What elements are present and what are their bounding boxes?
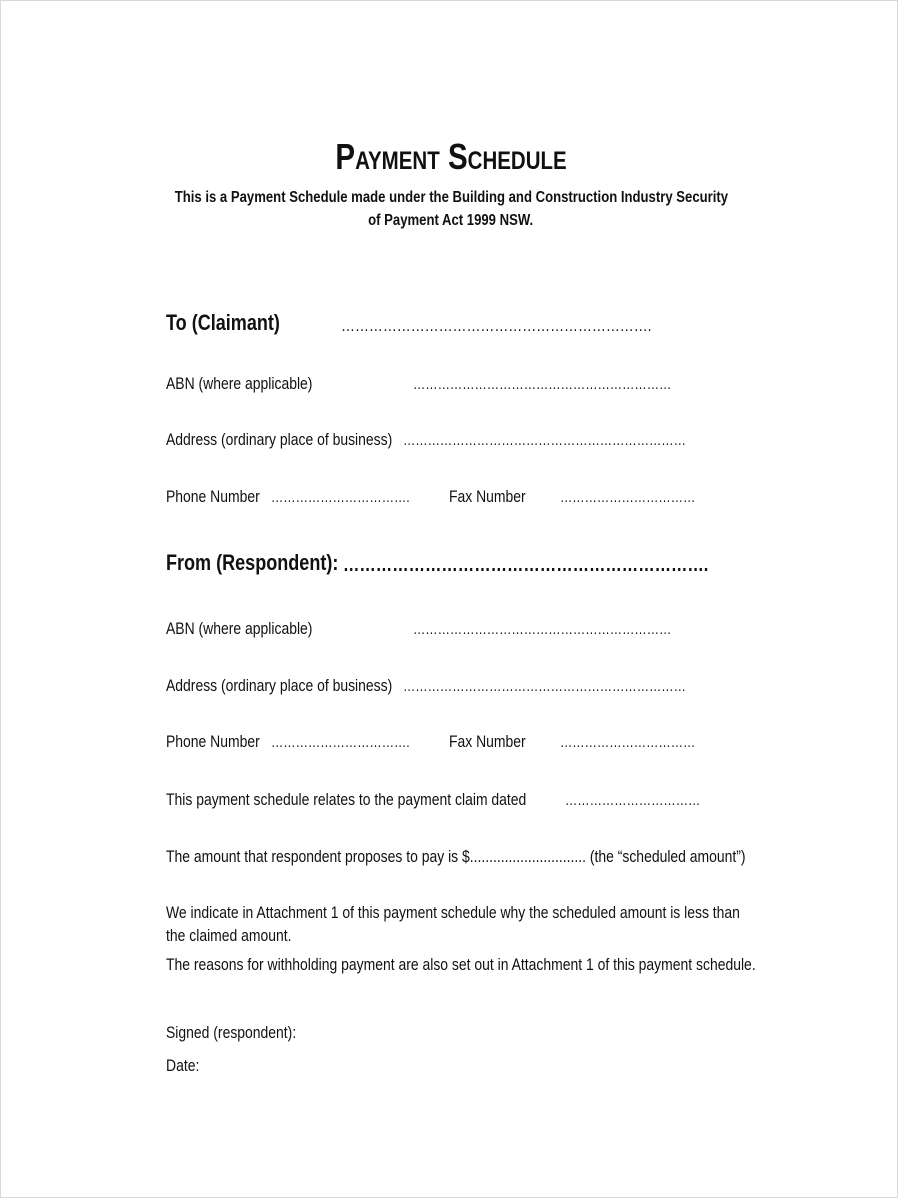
respondent-address-label: Address (ordinary place of business) <box>166 676 393 695</box>
claimant-phone-field[interactable]: ……………………………. <box>271 489 410 506</box>
claimant-heading: To (Claimant) <box>166 310 280 335</box>
attachment-line-2: the claimed amount. <box>166 926 292 945</box>
respondent-phone-label: Phone Number <box>166 732 260 751</box>
document-title-text: Payment Schedule <box>335 136 567 177</box>
claim-dated-field[interactable]: …………………………… <box>565 792 701 809</box>
claimant-abn-field[interactable]: ……………………………………………………… <box>413 376 672 393</box>
claimant-abn-label: ABN (where applicable) <box>166 374 313 393</box>
claim-dated-label: This payment schedule relates to the payment claim dated <box>166 790 527 809</box>
respondent-heading: From (Respondent): <box>166 550 339 575</box>
respondent-abn-field[interactable]: ……………………………………………………… <box>413 621 672 638</box>
claimant-fax-field[interactable]: …………………………… <box>560 489 696 506</box>
claimant-address-field[interactable]: …………………………………………………………… <box>403 432 686 449</box>
document-subtitle-line1 <box>1 190 900 206</box>
claimant-address-label: Address (ordinary place of business) <box>166 430 393 449</box>
claimant-phone-label: Phone Number <box>166 487 260 506</box>
respondent-phone-field[interactable]: ……………………………. <box>271 734 410 751</box>
document-title <box>1 136 900 177</box>
attachment-line-3: The reasons for withholding payment are also set out in Attachment 1 of this payment schedule. <box>166 955 756 974</box>
subtitle-text-1: This is a Payment Schedule made under the Building and Construction Industry Security <box>174 189 728 206</box>
attachment-line-1: We indicate in Attachment 1 of this payment schedule why the scheduled amount is less than <box>166 903 740 922</box>
respondent-name-field[interactable]: …………………………………………………………. <box>343 554 709 576</box>
scheduled-amount-text: The amount that respondent proposes to pay is $.............................. (the “scheduled amount”) <box>166 847 746 866</box>
signed-label: Signed (respondent): <box>166 1023 297 1042</box>
respondent-fax-field[interactable]: …………………………… <box>560 734 696 751</box>
respondent-fax-label: Fax Number <box>449 732 526 751</box>
respondent-address-field[interactable]: …………………………………………………………… <box>403 678 686 695</box>
subtitle-text-2: of Payment Act 1999 NSW. <box>368 212 534 229</box>
claimant-fax-label: Fax Number <box>449 487 526 506</box>
claimant-name-field[interactable]: …………………………………………………………. <box>341 316 652 335</box>
date-label: Date: <box>166 1056 200 1075</box>
respondent-abn-label: ABN (where applicable) <box>166 619 313 638</box>
document-subtitle-line2 <box>1 213 900 229</box>
